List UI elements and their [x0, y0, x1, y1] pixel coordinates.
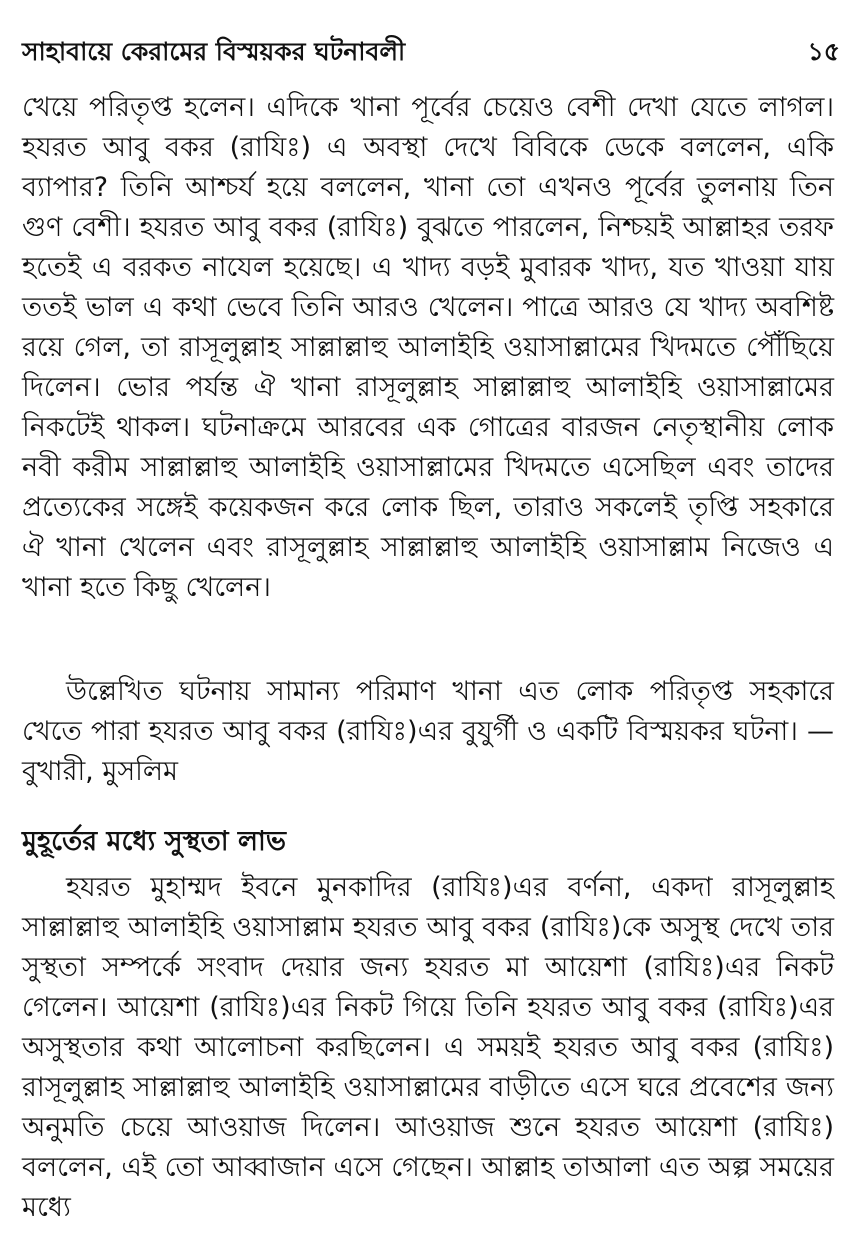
- paragraph-conclusion: উল্লেখিত ঘটনায় সামান্য পরিমাণ খানা এত লোক পরিতৃপ্ত সহকারে খেতে পারা হযরত আবু বকর (রাযিঃ)এর বুযুর্গী ও একটি বিস্ময়কর ঘটনা। —বুখারী, মুসলিম: [22, 676, 834, 787]
- page-number: ১৫: [807, 37, 840, 66]
- section-paragraph: হযরত মুহাম্মদ ইবনে মুনকাদির (রাযিঃ)এর বর্ণনা, একদা রাসূলুল্লাহ সাল্লাল্লাহু আলাইহি ওয়াসাল্লাম হযরত আবু বকর (রাযিঃ)কে অসুস্থ দেখে তার সুস্থতা সম্পর্কে সংবাদ দেয়ার জন্য হযরত মা আয়েশা (রাযিঃ)এর নিকট গেলেন। আয়েশা (রাযিঃ)এর নিকট গিয়ে তিনি হযরত আবু বকর (রাযিঃ)এর অসুস্থতার কথা আলোচনা করছিলেন। এ সময়ই হযরত আবু বকর (রাযিঃ) রাসূলুল্লাহ সাল্লাল্লাহু আলাইহি ওয়াসাল্লামের বাড়ীতে এসে ঘরে প্রবেশের জন্য অনুমতি চেয়ে আওয়াজ দিলেন। আওয়াজ শুনে হযরত আয়েশা (রাযিঃ) বললেন, এই তো আব্বাজান এসে গেছেন। আল্লাহ তাআলা এত অল্প সময়ের মধ্যে: [22, 872, 834, 1223]
- section-heading: মুহূর্তের মধ্যে সুস্থতা লাভ: [22, 826, 287, 857]
- running-header: [22, 32, 846, 72]
- book-title: সাহাবায়ে কেরামের বিস্ময়কর ঘটনাবলী: [22, 37, 406, 66]
- paragraph-continued: খেয়ে পরিতৃপ্ত হলেন। এদিকে খানা পূর্বের চেয়েও বেশী দেখা যেতে লাগল। হযরত আবু বকর (রাযিঃ) এ অবস্থা দেখে বিবিকে ডেকে বললেন, একি ব্যাপার? তিনি আশ্চর্য হয়ে বললেন, খানা তো এখনও পূর্বের তুলনায় তিন গুণ বেশী। হযরত আবু বকর (রাযিঃ) বুঝতে পারলেন, নিশ্চয়ই আল্লাহর তরফ হতেই এ বরকত নাযেল হয়েছে। এ খাদ্য বড়ই মুবারক খাদ্য, যত খাওয়া যায় ততই ভাল এ কথা ভেবে তিনি আরও খেলেন। পাত্রে আরও যে খাদ্য অবশিষ্ট রয়ে গেল, তা রাসূলুল্লাহ সাল্লাল্লাহু আলাইহি ওয়াসাল্লামের খিদমতে পৌঁছিয়ে দিলেন। ভোর পর্যন্ত ঐ খানা রাসূলুল্লাহ সাল্লাল্লাহু আলাইহি ওয়াসাল্লামের নিকটেই থাকল। ঘটনাক্রমে আরবের এক গোত্রের বারজন নেতৃস্থানীয় লোক নবী করীম সাল্লাল্লাহু আলাইহি ওয়াসাল্লামের খিদমতে এসেছিল এবং তাদের প্রত্যেকের সঙ্গেই কয়েকজন করে লোক ছিল, তারাও সকলেই তৃপ্তি সহকারে ঐ খানা খেলেন এবং রাসূলুল্লাহ সাল্লাল্লাহু আলাইহি ওয়াসাল্লাম নিজেও এ খানা হতে কিছু খেলেন।: [22, 92, 834, 603]
